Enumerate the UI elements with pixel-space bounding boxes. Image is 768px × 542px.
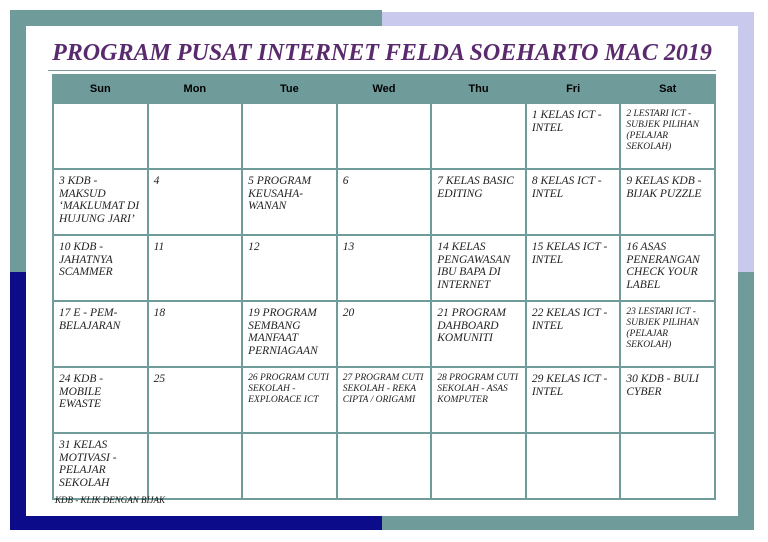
- calendar-cell: 30 KDB - BULI CYBER: [621, 368, 714, 432]
- calendar-cell: 4: [149, 170, 242, 234]
- calendar-week-row: [54, 104, 714, 168]
- calendar-cell: [243, 434, 336, 498]
- calendar-cell: [243, 104, 336, 168]
- calendar-cell: 19 PROGRAM SEMBANG MANFAAT PERNIAGAAN: [243, 302, 336, 366]
- calendar-cell: 20: [338, 302, 431, 366]
- calendar-cell: 27 PROGRAM CUTI SEKOLAH - REKA CIPTA / ORIGAMI: [338, 368, 431, 432]
- calendar-cell: 1 KELAS ICT - INTEL: [527, 104, 620, 168]
- calendar-week-row: [54, 170, 714, 234]
- calendar-week-row: [54, 302, 714, 366]
- calendar-cell: 21 PROGRAM DAHBOARD KOMUNITI: [432, 302, 525, 366]
- calendar-cell: [432, 104, 525, 168]
- day-header-sat: Sat: [621, 76, 714, 102]
- calendar-cell: 13: [338, 236, 431, 300]
- calendar-cell: 10 KDB - JAHATNYA SCAMMER: [54, 236, 147, 300]
- calendar-cell: [432, 434, 525, 498]
- calendar-cell: 14 KELAS PENGAWASAN IBU BAPA DI INTERNET: [432, 236, 525, 300]
- calendar-cell: 12: [243, 236, 336, 300]
- page-title: PROGRAM PUSAT INTERNET FELDA SOEHARTO MAC 2019: [52, 40, 712, 66]
- calendar-cell: 28 PROGRAM CUTI SEKOLAH - ASAS KOMPUTER: [432, 368, 525, 432]
- calendar-cell: 2 LESTARI ICT - SUBJEK PILIHAN (PELAJAR SEKOLAH): [621, 104, 714, 168]
- calendar-cell: 3 KDB - MAKSUD ‘MAKLUMAT DI HUJUNG JARI’: [54, 170, 147, 234]
- calendar-cell: [54, 104, 147, 168]
- calendar-cell: 24 KDB - MOBILE EWASTE: [54, 368, 147, 432]
- day-header-sun: Sun: [54, 76, 147, 102]
- calendar-cell: [149, 104, 242, 168]
- calendar-cell: 25: [149, 368, 242, 432]
- calendar-cell: 6: [338, 170, 431, 234]
- day-header-tue: Tue: [243, 76, 336, 102]
- calendar-cell: 5 PROGRAM KEUSAHA-WANAN: [243, 170, 336, 234]
- calendar-week-row: [54, 236, 714, 300]
- calendar-cell: 7 KELAS BASIC EDITING: [432, 170, 525, 234]
- calendar-header-row: [54, 76, 714, 102]
- calendar-cell: 23 LESTARI ICT - SUBJEK PILIHAN (PELAJAR SEKOLAH): [621, 302, 714, 366]
- calendar-cell: 22 KELAS ICT - INTEL: [527, 302, 620, 366]
- calendar-cell: [338, 104, 431, 168]
- calendar-cell: 17 E - PEM-BELAJARAN: [54, 302, 147, 366]
- calendar-cell: [621, 434, 714, 498]
- calendar-cell: 9 KELAS KDB - BIJAK PUZZLE: [621, 170, 714, 234]
- calendar-cell: 31 KELAS MOTIVASI - PELAJAR SEKOLAH: [54, 434, 147, 498]
- calendar-cell: 18: [149, 302, 242, 366]
- calendar-cell: [338, 434, 431, 498]
- day-header-mon: Mon: [149, 76, 242, 102]
- day-header-fri: Fri: [527, 76, 620, 102]
- calendar-table: [52, 74, 716, 500]
- calendar-cell: [149, 434, 242, 498]
- calendar-week-row: [54, 434, 714, 498]
- calendar-cell: 29 KELAS ICT - INTEL: [527, 368, 620, 432]
- footnote: KDB - KLIK DENGAN BIJAK: [55, 495, 165, 505]
- calendar-cell: 8 KELAS ICT - INTEL: [527, 170, 620, 234]
- calendar-cell: 15 KELAS ICT - INTEL: [527, 236, 620, 300]
- calendar-week-row: [54, 368, 714, 432]
- day-header-thu: Thu: [432, 76, 525, 102]
- calendar-cell: 11: [149, 236, 242, 300]
- calendar-cell: 16 ASAS PENERANGAN CHECK YOUR LABEL: [621, 236, 714, 300]
- day-header-wed: Wed: [338, 76, 431, 102]
- calendar-cell: [527, 434, 620, 498]
- calendar-cell: 26 PROGRAM CUTI SEKOLAH - EXPLORACE ICT: [243, 368, 336, 432]
- title-divider: [48, 70, 716, 71]
